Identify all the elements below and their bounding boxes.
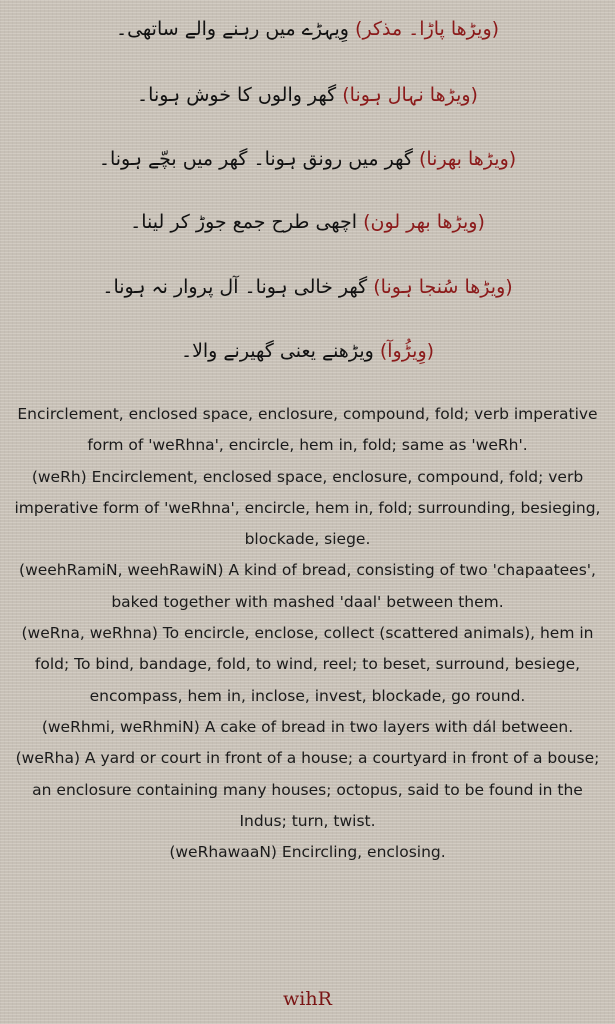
urdu-term: (ویڑھا بھرنا) xyxy=(418,148,517,170)
urdu-entry xyxy=(0,14,615,44)
urdu-entry xyxy=(0,144,615,174)
urdu-gloss: گھر خالی ہونا۔ آل پروار نہ ہونا۔ xyxy=(102,276,368,298)
urdu-term: (ویڑھا پاڑا۔ مذکر) xyxy=(355,18,500,40)
definition-entry: (weRha) A yard or court in front of a house; a courtyard in front of a bouse; an enclosure containing many houses; octopus, said to be found in the Indus; turn, twist. xyxy=(15,749,600,830)
urdu-gloss: گھر میں رونق ہونا۔ گھر میں بچّے ہونا۔ xyxy=(98,148,413,170)
definition-entry: (weRhawaaN) Encircling, enclosing. xyxy=(169,843,446,862)
definition-entry: Encirclement, enclosed space, enclosure, compound, fold; verb imperative form of 'weRhna', encircle, hem in, fold; same as 'weRh'. xyxy=(17,405,598,455)
urdu-term: (ویڑھا بھر لون) xyxy=(363,211,485,233)
definition-entry: (weRhmi, weRhmiN) A cake of bread in two layers with dál between. xyxy=(41,717,574,736)
urdu-gloss: اچھی طرح جمع جوڑ کر لینا۔ xyxy=(130,211,358,233)
urdu-entry xyxy=(0,336,615,366)
footer-word: wihR xyxy=(283,988,332,1010)
english-definitions xyxy=(8,399,607,868)
urdu-entry xyxy=(0,272,615,302)
urdu-term: (وِیڑُوآ) xyxy=(379,340,435,362)
definition-entry: (weehRamiN, weehRawiN) A kind of bread, consisting of two 'chapaatees', baked together with mashed 'daal' between them. xyxy=(19,561,596,611)
urdu-term: (ویڑھا سُنجا ہونا) xyxy=(373,276,513,298)
urdu-term: (ویڑھا نہال ہونا) xyxy=(342,84,478,106)
definition-entry: (weRna, weRhna) To encircle, enclose, collect (scattered animals), hem in fold; To bind, bandage, fold, to wind, reel; to beset, surround, besiege, encompass, hem in, inclose, invest, blockade, go round. xyxy=(21,624,594,705)
definition-entry: (weRh) Encirclement, enclosed space, enclosure, compound, fold; verb imperative form of 'weRhna', encircle, hem in, fold; surrounding, besieging, blockade, siege. xyxy=(14,467,601,549)
urdu-gloss: گھر والوں کا خوش ہونا۔ xyxy=(137,84,337,106)
urdu-entry xyxy=(0,207,615,237)
urdu-entry xyxy=(0,80,615,110)
urdu-gloss: وِیہڑے میں رہنے والے ساتھی۔ xyxy=(115,18,349,40)
urdu-gloss: ویڑھنے یعنی گھیرنے والا۔ xyxy=(180,340,374,362)
